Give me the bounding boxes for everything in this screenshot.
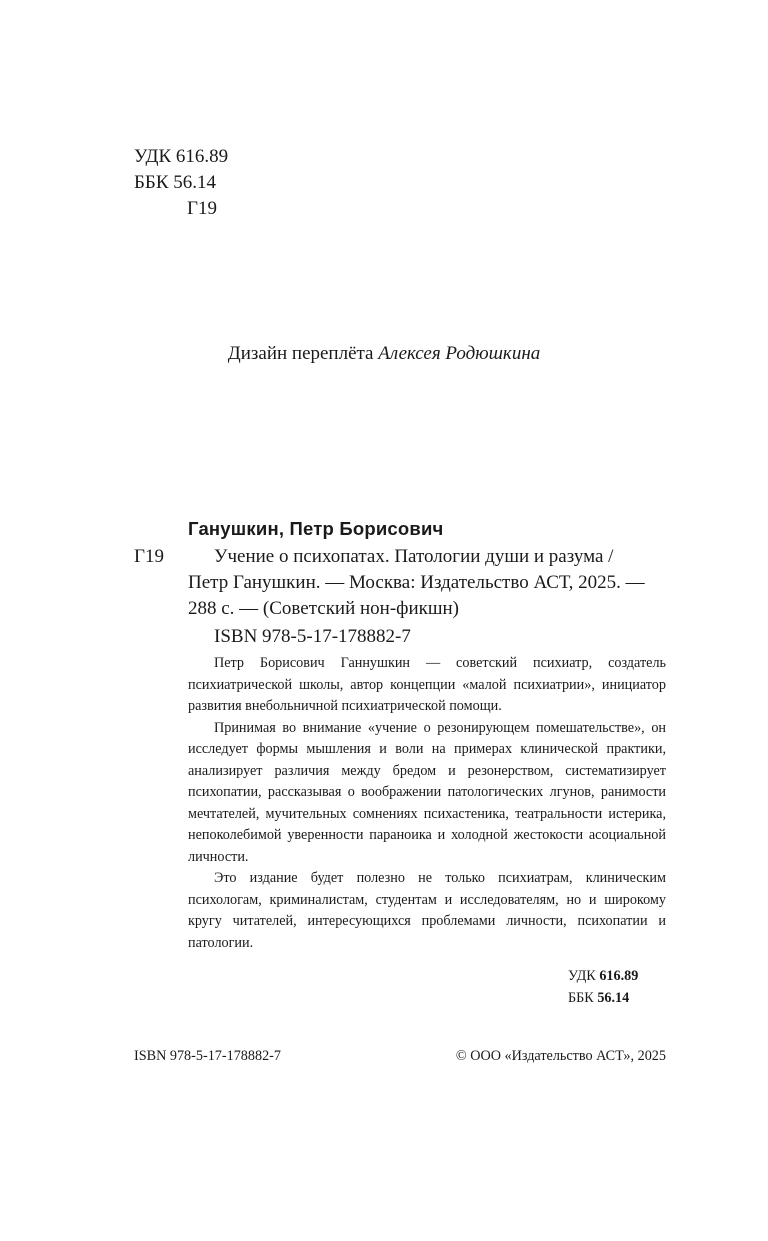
udk-code: УДК 616.89 — [134, 146, 229, 167]
bottom-udk — [568, 966, 638, 988]
bib-author-mark: Г19 — [134, 546, 164, 567]
bbk-code: ББК 56.14 — [134, 172, 216, 193]
footer-isbn: ISBN 978-5-17-178882-7 — [134, 1048, 281, 1064]
bib-isbn: ISBN 978-5-17-178882-7 — [214, 626, 411, 647]
footer-copyright: © ООО «Издательство АСТ», 2025 — [455, 1048, 666, 1064]
bibliographic-description — [188, 544, 666, 622]
bottom-classification — [568, 966, 638, 1009]
designer-name: Алексея Родюшкина — [378, 343, 541, 364]
bib-publication-info: Петр Ганушкин. — Москва: Издательство АСТ, 2025. — 288 с. — (Советский нон-фикшн) — [188, 572, 645, 619]
annotation-paragraph: Петр Борисович Ганнушкин — советский психиатр, создатель психиатрической школы, автор концепции «малой психиатрии», инициатор развития внебольничной психиатрической помощи. — [188, 655, 666, 714]
author-heading: Ганушкин, Петр Борисович — [188, 518, 444, 539]
cover-design-credit — [0, 341, 768, 367]
bbk-value: 56.14 — [597, 989, 630, 1006]
udk-label: УДК — [568, 968, 600, 984]
bbk-label: ББК — [568, 989, 598, 1006]
bib-title-line: Учение о психопатах. Патологии души и разума / — [214, 546, 614, 567]
design-prefix: Дизайн переплёта — [227, 343, 379, 364]
classification-codes — [134, 144, 228, 222]
bottom-bbk — [568, 988, 638, 1010]
udk-value: 616.89 — [599, 968, 639, 984]
annotation-paragraph: Это издание будет полезно не только психиатрам, клиническим психологам, криминалистам, студентам и исследователям, но и широкому кругу читателей, интересующихся проблемами личности, психопатии и патологии. — [188, 870, 666, 951]
annotation-paragraph: Принимая во внимание «учение о резонирующем помешательстве», он исследует формы мышления и воли на примерах клинической практики, анализирует различия между бредом и резонерством, систематизирует психопатии, рассказывая о воображении патологических лгунов, ранимости мечтателей, мучительных сомнениях психастеника, театральности истерика, непоколебимой уверенности параноика и холодной жестокости асоциальной личности. — [188, 719, 666, 865]
author-mark: Г19 — [187, 198, 217, 219]
annotation — [188, 653, 666, 954]
